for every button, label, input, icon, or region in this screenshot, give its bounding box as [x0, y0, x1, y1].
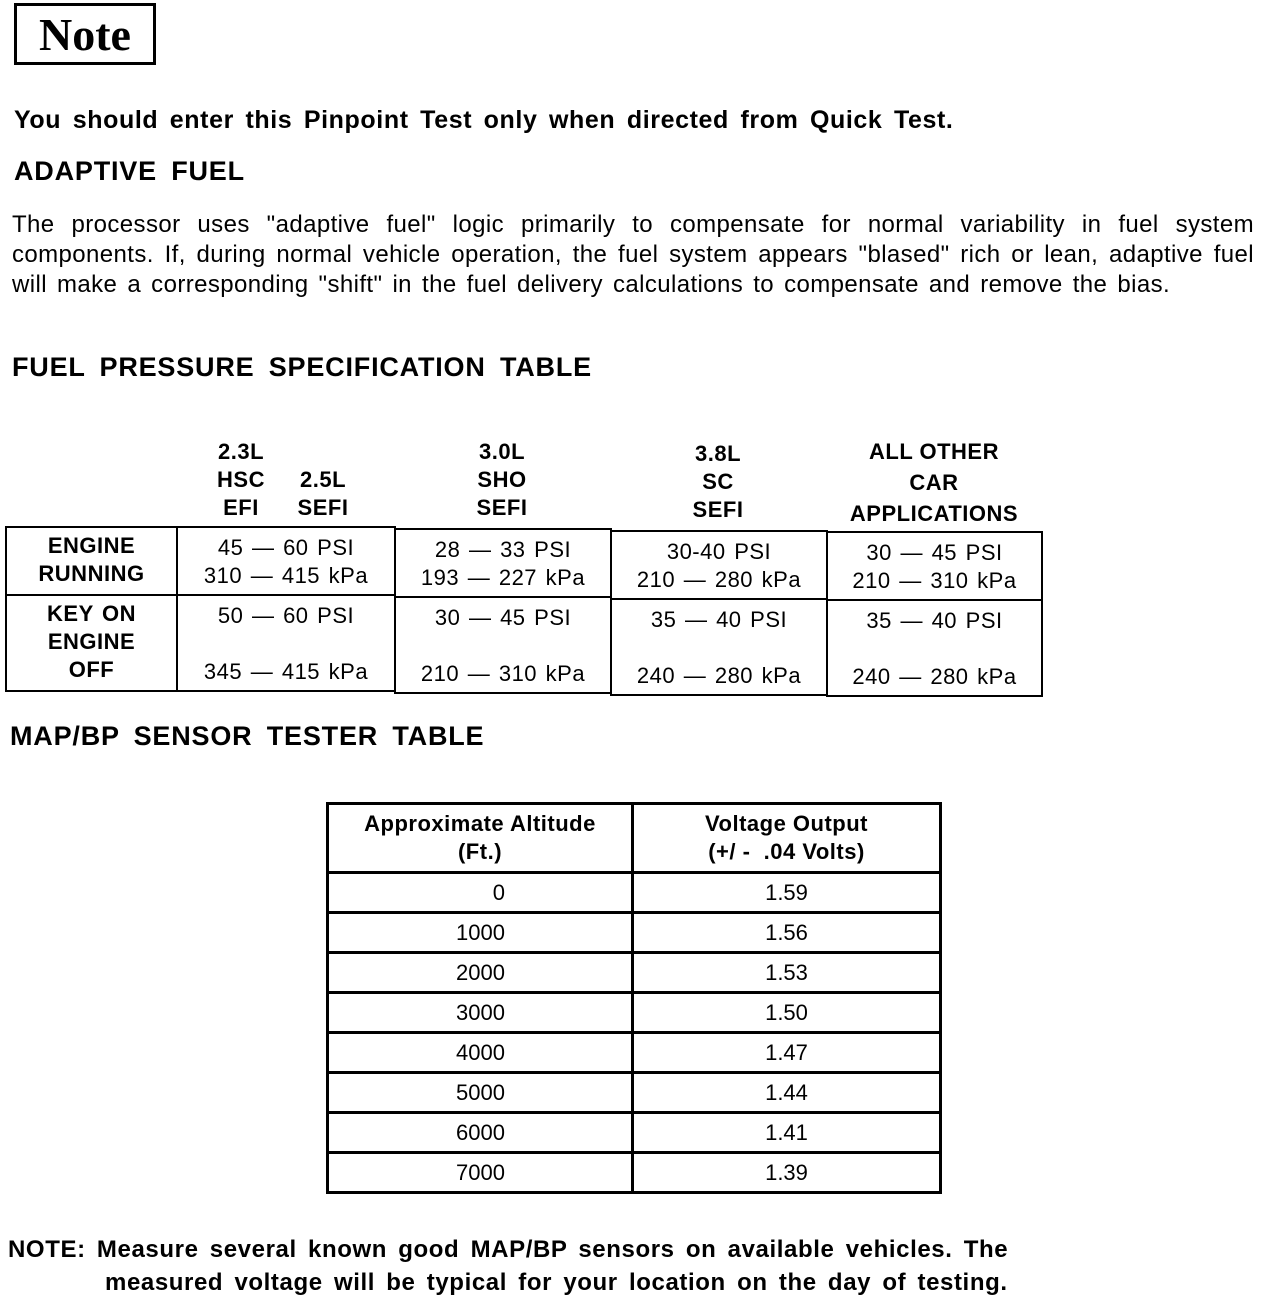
- table-row: [328, 1153, 941, 1193]
- altitude-cell: 0: [328, 873, 633, 913]
- footnote-line-2: measured voltage will be typical for your location on the day of testing.: [105, 1269, 1008, 1296]
- voltage-cell: 1.39: [633, 1153, 941, 1193]
- col-header-3-0l: [394, 438, 610, 522]
- altitude-cell: 5000: [328, 1073, 633, 1113]
- kpa-value: 345 — 415 kPa: [203, 659, 369, 684]
- note-label-box: Note: [14, 3, 156, 65]
- table-row: [328, 1033, 941, 1073]
- col-header-line: HSC: [217, 467, 265, 492]
- altitude-cell: 3000: [328, 993, 633, 1033]
- footnote-line-1: NOTE: Measure several known good MAP/BP sensors on available vehicles. The: [8, 1236, 1009, 1263]
- adaptive-fuel-heading: ADAPTIVE FUEL: [14, 156, 245, 186]
- header-line: (+/ - .04 Volts): [708, 839, 865, 864]
- col-header-all-other: [826, 436, 1042, 529]
- cell-engine-running-3-0l: [394, 528, 612, 598]
- header-line: Voltage Output: [704, 811, 869, 836]
- altitude-cell: 1000: [328, 913, 633, 953]
- kpa-value: 210 — 310 kPa: [852, 568, 1017, 593]
- altitude-cell: 4000: [328, 1033, 633, 1073]
- table-row: [328, 873, 941, 913]
- kpa-value: 240 — 280 kPa: [852, 664, 1017, 689]
- map-table-header-row: [328, 804, 941, 873]
- col-header-line: SHO: [477, 467, 527, 492]
- voltage-cell: 1.56: [633, 913, 941, 953]
- row-header-line: RUNNING: [38, 561, 145, 586]
- col-header-line: SEFI: [476, 495, 528, 520]
- kpa-value: 240 — 280 kPa: [636, 663, 802, 688]
- cell-key-on-3-0l: [394, 596, 612, 694]
- cell-engine-running-3-8l: [610, 530, 828, 600]
- psi-value: 30 — 45 PSI: [866, 540, 1003, 565]
- kpa-value: 310 — 415 kPa: [203, 563, 369, 588]
- voltage-cell: 1.59: [633, 873, 941, 913]
- kpa-value: 210 — 280 kPa: [636, 567, 802, 592]
- cell-key-on-all-other: [826, 599, 1043, 697]
- cell-engine-running-all-other: [826, 531, 1043, 601]
- row-header-key-on-engine-off: [5, 594, 178, 692]
- header-line: Approximate Altitude: [364, 811, 596, 836]
- col-header-line: 2.3L: [217, 439, 265, 464]
- col-header-line: CAR: [909, 470, 959, 495]
- map-bp-sensor-table: [326, 802, 942, 1194]
- col-header-line: SEFI: [297, 495, 349, 520]
- voltage-cell: 1.50: [633, 993, 941, 1033]
- psi-value: 35 — 40 PSI: [866, 608, 1003, 633]
- psi-value: 45 — 60 PSI: [217, 535, 355, 560]
- psi-value: 28 — 33 PSI: [434, 537, 572, 562]
- kpa-value: 193 — 227 kPa: [420, 565, 586, 590]
- voltage-cell: 1.47: [633, 1033, 941, 1073]
- table-row: [328, 993, 941, 1033]
- altitude-cell: 2000: [328, 953, 633, 993]
- voltage-cell: 1.53: [633, 953, 941, 993]
- fuel-pressure-table-heading: FUEL PRESSURE SPECIFICATION TABLE: [12, 352, 592, 382]
- row-header-line: OFF: [68, 657, 115, 682]
- col-header-line: EFI: [223, 495, 259, 520]
- row-header-line: ENGINE: [47, 533, 136, 558]
- psi-value: 30-40 PSI: [666, 539, 772, 564]
- psi-value: 35 — 40 PSI: [650, 607, 788, 632]
- altitude-cell: 6000: [328, 1113, 633, 1153]
- map-bp-table-heading: MAP/BP SENSOR TESTER TABLE: [10, 721, 485, 751]
- table-row: [328, 1113, 941, 1153]
- col-header-line: 3.8L: [694, 441, 742, 466]
- col-header-line: ALL OTHER: [869, 439, 999, 464]
- header-line: (Ft.): [457, 839, 503, 864]
- cell-key-on-2-3l: [176, 594, 396, 692]
- row-header-line: KEY ON: [47, 601, 136, 626]
- table-row: [328, 953, 941, 993]
- psi-value: 50 — 60 PSI: [217, 603, 355, 628]
- voltage-cell: 1.41: [633, 1113, 941, 1153]
- col-header-line: SC: [702, 469, 734, 494]
- col-header-3-8l: [610, 440, 826, 524]
- col-header-line: APPLICATIONS: [849, 501, 1019, 526]
- row-header-line: ENGINE: [47, 629, 136, 654]
- voltage-cell: 1.44: [633, 1073, 941, 1113]
- cell-engine-running-2-3l: [176, 526, 396, 596]
- cell-key-on-3-8l: [610, 598, 828, 696]
- col-header-2-3l: [206, 438, 276, 522]
- voltage-column-header: [633, 804, 941, 873]
- psi-value: 30 — 45 PSI: [434, 605, 572, 630]
- intro-text: You should enter this Pinpoint Test only when directed from Quick Test.: [14, 106, 954, 134]
- altitude-cell: 7000: [328, 1153, 633, 1193]
- col-header-2-5l: [288, 466, 358, 522]
- footnote: [8, 1233, 1008, 1299]
- table-row: [328, 1073, 941, 1113]
- col-header-line: 2.5L: [299, 467, 347, 492]
- col-header-line: SEFI: [692, 497, 744, 522]
- table-row: [328, 913, 941, 953]
- kpa-value: 210 — 310 kPa: [420, 661, 586, 686]
- row-header-engine-running: [5, 526, 178, 596]
- adaptive-fuel-paragraph: The processor uses "adaptive fuel" logic primarily to compensate for normal variability in fuel system components. If, during normal vehicle operation, the fuel system appears "blased" rich or lean, adaptive fuel will make a corresponding "shift" in the fuel delivery calculations to compensate and remove the bias.: [12, 211, 1254, 298]
- altitude-column-header: [328, 804, 633, 873]
- col-header-line: 3.0L: [478, 439, 526, 464]
